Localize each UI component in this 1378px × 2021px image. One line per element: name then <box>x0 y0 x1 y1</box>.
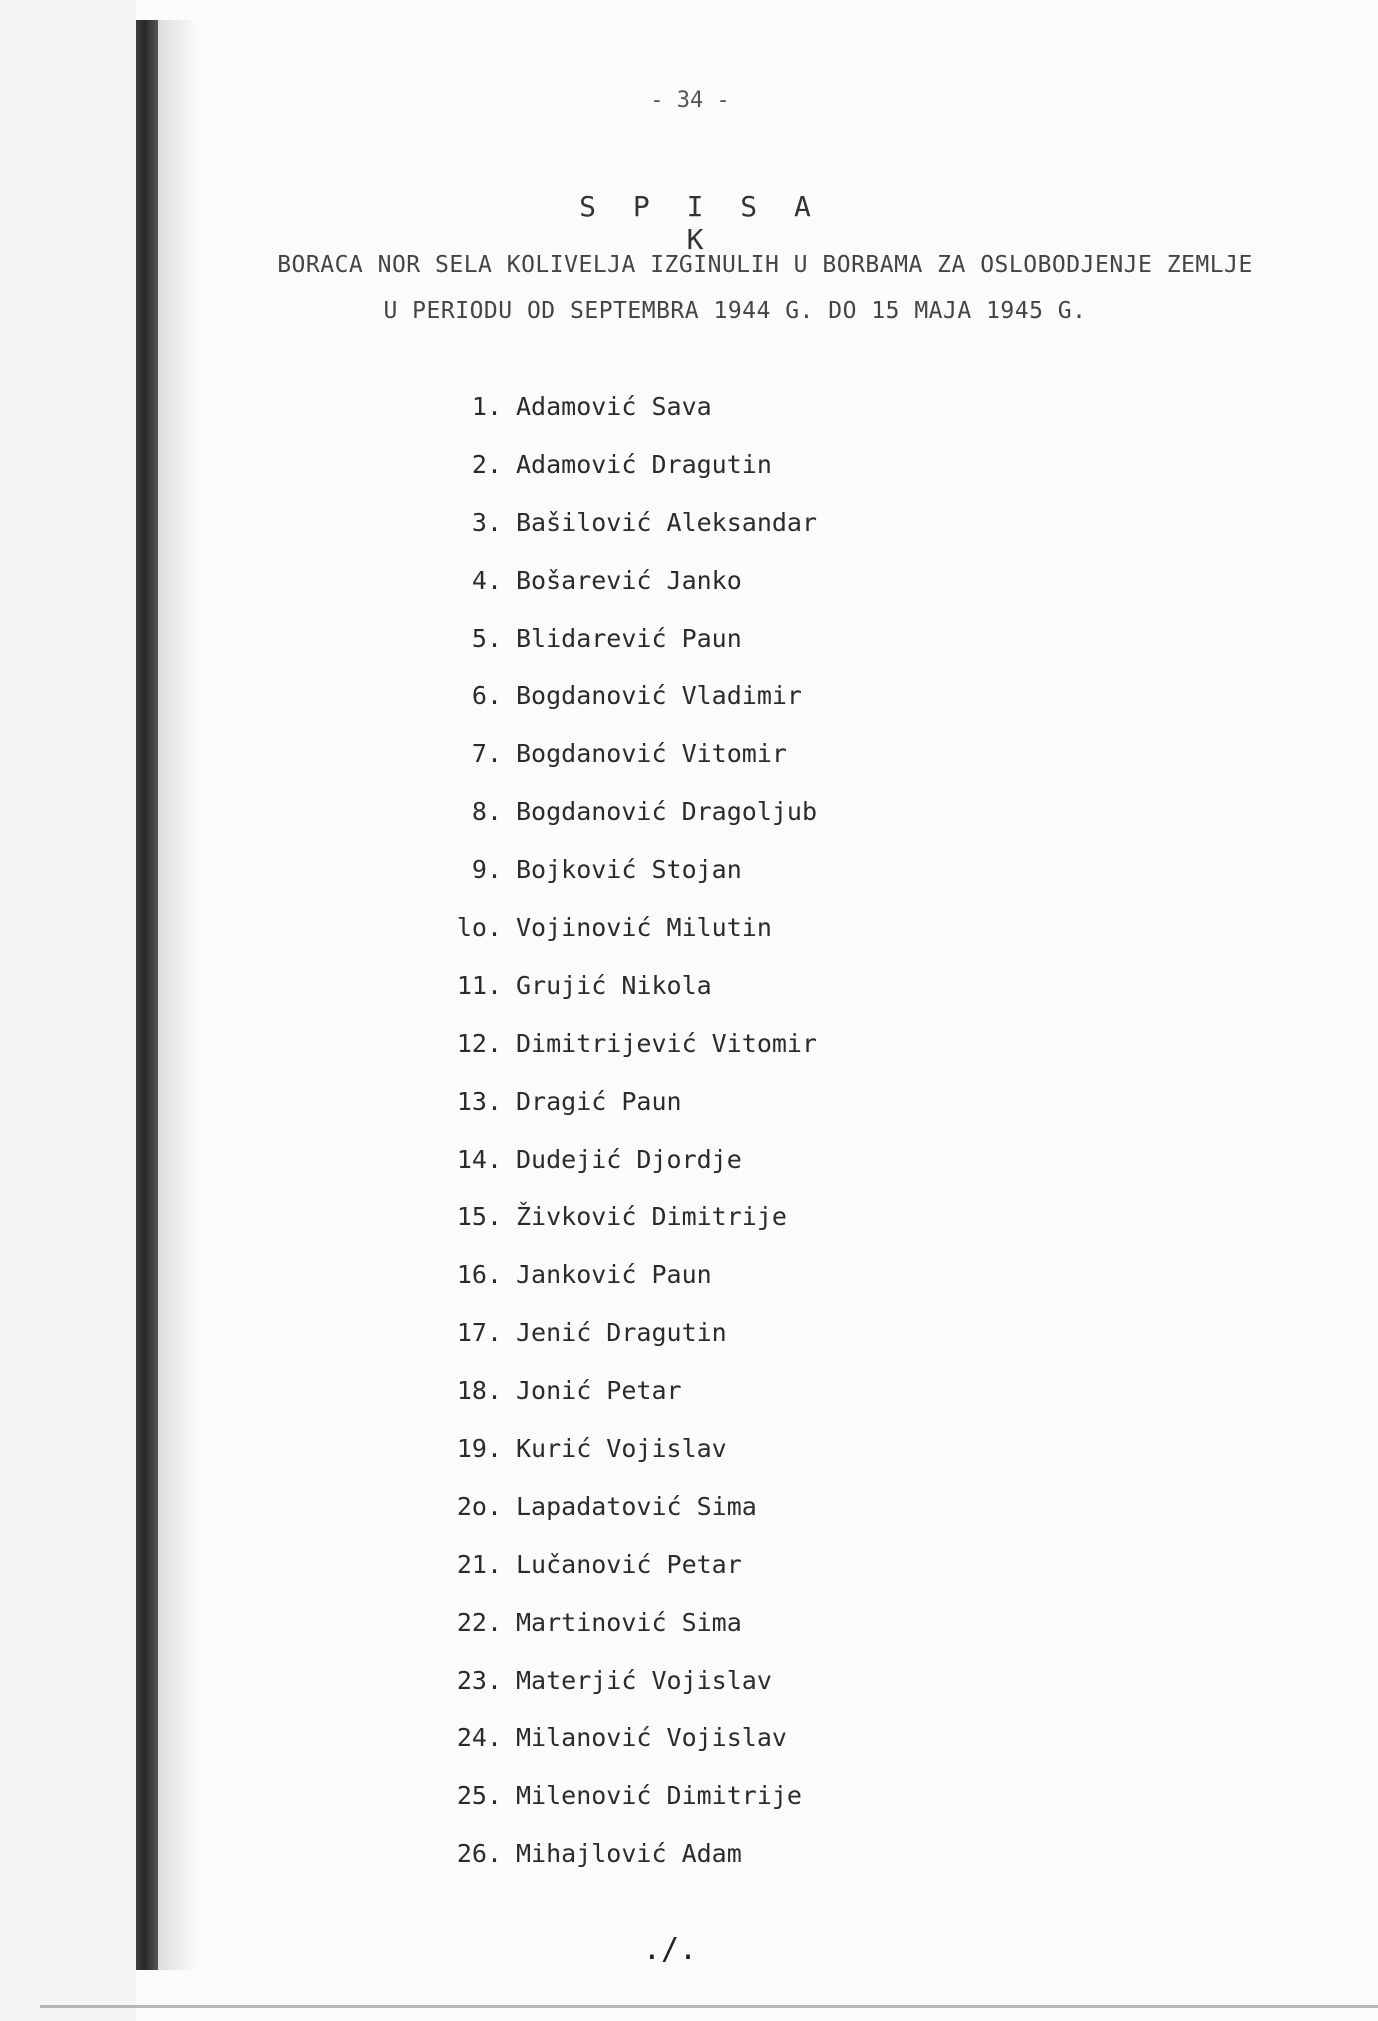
entry-name: Bogdanović Vitomir <box>516 739 787 769</box>
entry-number: 24. <box>456 1723 502 1753</box>
entry-number: 19. <box>456 1434 502 1464</box>
list-item <box>430 450 1130 508</box>
entry-number: 11. <box>456 970 502 1000</box>
list-item <box>430 1781 1130 1839</box>
list-item <box>430 971 1130 1029</box>
entry-name: Bošarević Janko <box>516 565 742 595</box>
entry-name: Bašilović Aleksandar <box>516 507 818 537</box>
entry-number: 4. <box>471 565 502 595</box>
page-number: - 34 - <box>650 88 730 113</box>
entry-name: Jonić Petar <box>516 1376 682 1406</box>
list-item <box>430 1608 1130 1666</box>
list-item <box>430 1260 1130 1318</box>
entry-name: Milenović Dimitrije <box>516 1781 802 1811</box>
entry-name: Blidarević Paun <box>516 623 742 653</box>
list-item <box>430 1318 1130 1376</box>
entry-number: 2. <box>471 449 502 479</box>
list-item <box>430 1839 1130 1897</box>
entry-name: Grujić Nikola <box>516 970 712 1000</box>
entry-number: 6. <box>471 681 502 711</box>
list-item <box>430 1202 1130 1260</box>
entry-number: 18. <box>456 1376 502 1406</box>
page-bottom-edge <box>40 2005 1378 2008</box>
entry-number: 8. <box>471 797 502 827</box>
entry-number: 17. <box>456 1318 502 1348</box>
entry-name: Dudejić Djordje <box>516 1144 742 1174</box>
entry-number: 22. <box>456 1607 502 1637</box>
binding-shadow <box>158 20 198 1970</box>
document-subtitle-line-2: U PERIODU OD SEPTEMBRA 1944 G. DO 15 MAJA 1945 G. <box>383 298 1087 324</box>
continuation-mark: ./. <box>642 1932 698 1967</box>
entry-number: 12. <box>456 1028 502 1058</box>
list-item <box>430 913 1130 971</box>
entry-number: 9. <box>471 855 502 885</box>
list-item <box>430 797 1130 855</box>
entry-name: Vojinović Milutin <box>516 913 772 943</box>
list-item <box>430 1723 1130 1781</box>
entry-number: 25. <box>456 1781 502 1811</box>
entry-name: Bojković Stojan <box>516 855 742 885</box>
document-title: S P I S A K <box>579 190 821 256</box>
entry-name: Janković Paun <box>516 1260 712 1290</box>
list-item <box>430 739 1130 797</box>
binding-strip <box>136 20 158 1970</box>
list-item <box>430 1087 1130 1145</box>
entry-name: Mihajlović Adam <box>516 1839 742 1869</box>
entry-number: 14. <box>456 1144 502 1174</box>
names-list <box>430 392 1130 1897</box>
left-margin <box>0 0 136 2021</box>
list-item <box>430 392 1130 450</box>
list-item <box>430 1376 1130 1434</box>
entry-name: Bogdanović Dragoljub <box>516 797 818 827</box>
entry-name: Adamović Dragutin <box>516 449 772 479</box>
list-item <box>430 1145 1130 1203</box>
list-item <box>430 624 1130 682</box>
entry-name: Adamović Sava <box>516 392 712 421</box>
entry-name: Milanović Vojislav <box>516 1723 787 1753</box>
list-item <box>430 508 1130 566</box>
entry-number: 13. <box>456 1086 502 1116</box>
entry-name: Živković Dimitrije <box>516 1202 787 1232</box>
list-item <box>430 855 1130 913</box>
entry-name: Lučanović Petar <box>516 1549 742 1579</box>
entry-number: 1. <box>471 392 502 421</box>
entry-number: lo. <box>456 913 502 943</box>
entry-name: Bogdanović Vladimir <box>516 681 802 711</box>
list-item <box>430 1029 1130 1087</box>
entry-name: Lapadatović Sima <box>516 1491 757 1521</box>
entry-number: 23. <box>456 1665 502 1695</box>
list-item <box>430 1666 1130 1724</box>
entry-number: 5. <box>471 623 502 653</box>
entry-name: Kurić Vojislav <box>516 1434 727 1464</box>
entry-name: Materjić Vojislav <box>516 1665 772 1695</box>
entry-number: 3. <box>471 507 502 537</box>
entry-number: 26. <box>456 1839 502 1869</box>
entry-name: Jenić Dragutin <box>516 1318 727 1348</box>
list-item <box>430 566 1130 624</box>
entry-name: Dragić Paun <box>516 1086 682 1116</box>
document-subtitle-line-1: BORACA NOR SELA KOLIVELJA IZGINULIH U BORBAMA ZA OSLOBODJENJE ZEMLJE <box>277 252 1253 278</box>
entry-name: Martinović Sima <box>516 1607 742 1637</box>
list-item <box>430 1550 1130 1608</box>
entry-number: 21. <box>456 1549 502 1579</box>
entry-number: 16. <box>456 1260 502 1290</box>
list-item <box>430 681 1130 739</box>
entry-number: 2o. <box>456 1491 502 1521</box>
entry-number: 15. <box>456 1202 502 1232</box>
list-item <box>430 1434 1130 1492</box>
entry-number: 7. <box>471 739 502 769</box>
list-item <box>430 1492 1130 1550</box>
entry-name: Dimitrijević Vitomir <box>516 1028 818 1058</box>
